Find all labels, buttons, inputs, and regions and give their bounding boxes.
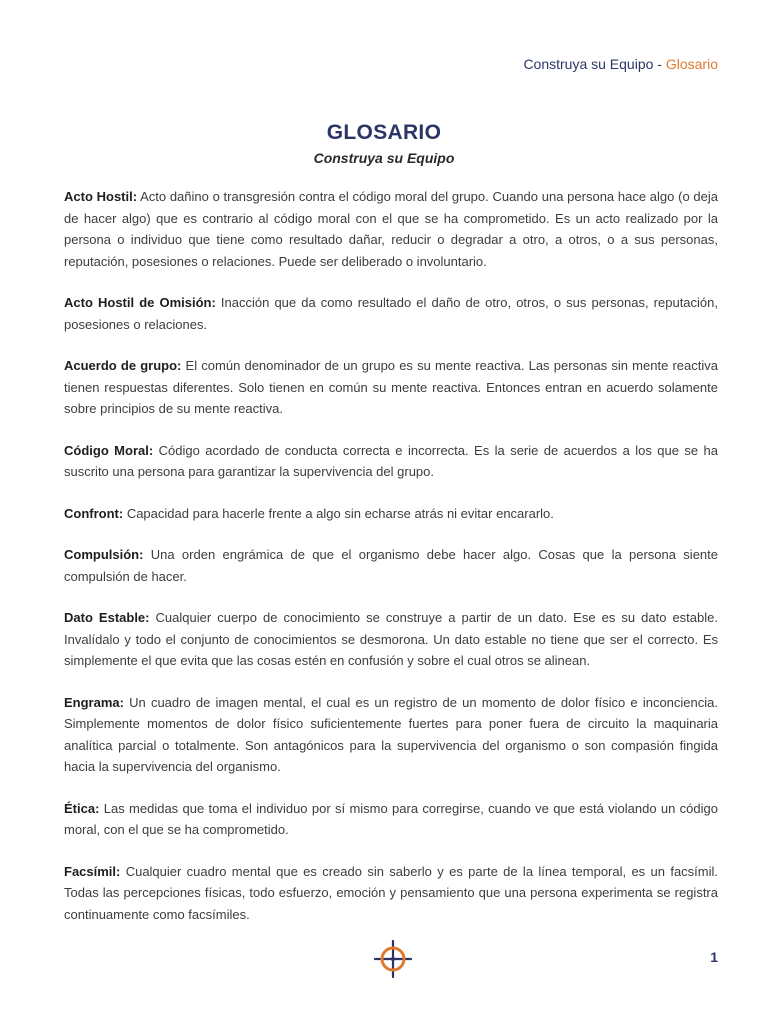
glossary-definition: Cualquier cuadro mental que es creado sin saberlo y es parte de la línea temporal, es un facsímil. Todas las percepciones físicas, todo esfuerzo, emoción y pensamiento que una persona experimenta se registra continuamente como facsímiles. (64, 863, 718, 922)
glossary-definition: Capacidad para hacerle frente a algo sin echarse atrás ni evitar encararlo. (123, 505, 554, 521)
glossary-list (64, 186, 718, 945)
glossary-term: Acto Hostil: (64, 189, 138, 204)
glossary-definition: Un cuadro de imagen mental, el cual es un registro de un momento de dolor físico e inconciencia. Simplemente momentos de dolor físico suficientemente fuertes para poner fuera de circuito la maquinaria analítica parcial o totalmente. Son antagónicos para la supervivencia del organismo o son compasión fingida hacia la supervivencia del organismo. (64, 694, 718, 774)
glossary-definition: Las medidas que toma el individuo por sí mismo para corregirse, cuando ve que está violando un código moral, con el que se ha comprometido. (64, 800, 718, 837)
header-separator: - (653, 56, 666, 72)
crosshair-logo-icon (374, 940, 412, 978)
glossary-term: Dato Estable: (64, 610, 150, 625)
glossary-definition: El común denominador de un grupo es su mente reactiva. Las personas sin mente reactiva tienen respuestas diferentes. Solo tienen en común su mente reactiva. Entonces entran en acuerdo solamente sobre principios de su mente reactiva. (64, 358, 718, 416)
glossary-term: Compulsión: (64, 547, 144, 562)
glossary-term: Facsímil: (64, 863, 121, 879)
glossary-entry (64, 503, 718, 525)
glossary-definition: Cualquier cuerpo de conocimiento se construye a partir de un dato. Ese es su dato estable. Invalídalo y todo el conjunto de conocimientos se desmorona. Un dato estable no tiene que ser el correcto. Es simplemente el que evita que las cosas estén en confusión y sobre el cual otros se alinean. (64, 610, 718, 668)
glossary-term: Ética: (64, 800, 100, 816)
running-header (523, 56, 718, 72)
glossary-entry (64, 355, 718, 420)
glossary-definition: Inacción que da como resultado el daño de otro, otros, o sus personas, reputación, posesiones o relaciones. (64, 295, 718, 332)
glossary-definition: Acto dañino o transgresión contra el código moral del grupo. Cuando una persona hace algo (o deja de hacer algo) que es contrario al código moral con el que se ha comprometido. Es un acto realizado por la persona o individuo que tiene como resultado dañar, reducir o degradar a otro, a otros, o a sus personas, reputación, posesiones o relaciones. Puede ser deliberado o involuntario. (64, 189, 718, 269)
glossary-entry (64, 861, 718, 926)
glossary-definition: Código acordado de conducta correcta e incorrecta. Es la serie de acuerdos a los que se ha suscrito una persona para garantizar la supervivencia del grupo. (64, 442, 718, 479)
header-document-title: Construya su Equipo (523, 56, 654, 72)
header-section-name: Glosario (665, 56, 718, 72)
page-title: GLOSARIO (326, 121, 442, 144)
glossary-term: Acto Hostil de Omisión: (64, 295, 216, 310)
glossary-entry (64, 798, 718, 841)
glossary-definition: Una orden engrámica de que el organismo debe hacer algo. Cosas que la persona siente compulsión de hacer. (64, 547, 718, 584)
page-subtitle: Construya su Equipo (313, 150, 455, 166)
glossary-term: Acuerdo de grupo: (64, 358, 182, 373)
glossary-entry (64, 440, 718, 483)
glossary-term: Engrama: (64, 694, 124, 710)
glossary-entry (64, 544, 718, 587)
glossary-entry (64, 607, 718, 672)
glossary-term: Código Moral: (64, 442, 154, 458)
glossary-entry (64, 292, 718, 335)
title-block (0, 120, 768, 168)
glossary-entry (64, 186, 718, 272)
page-number: 1 (710, 949, 718, 965)
glossary-entry (64, 692, 718, 778)
glossary-term: Confront: (64, 505, 124, 521)
